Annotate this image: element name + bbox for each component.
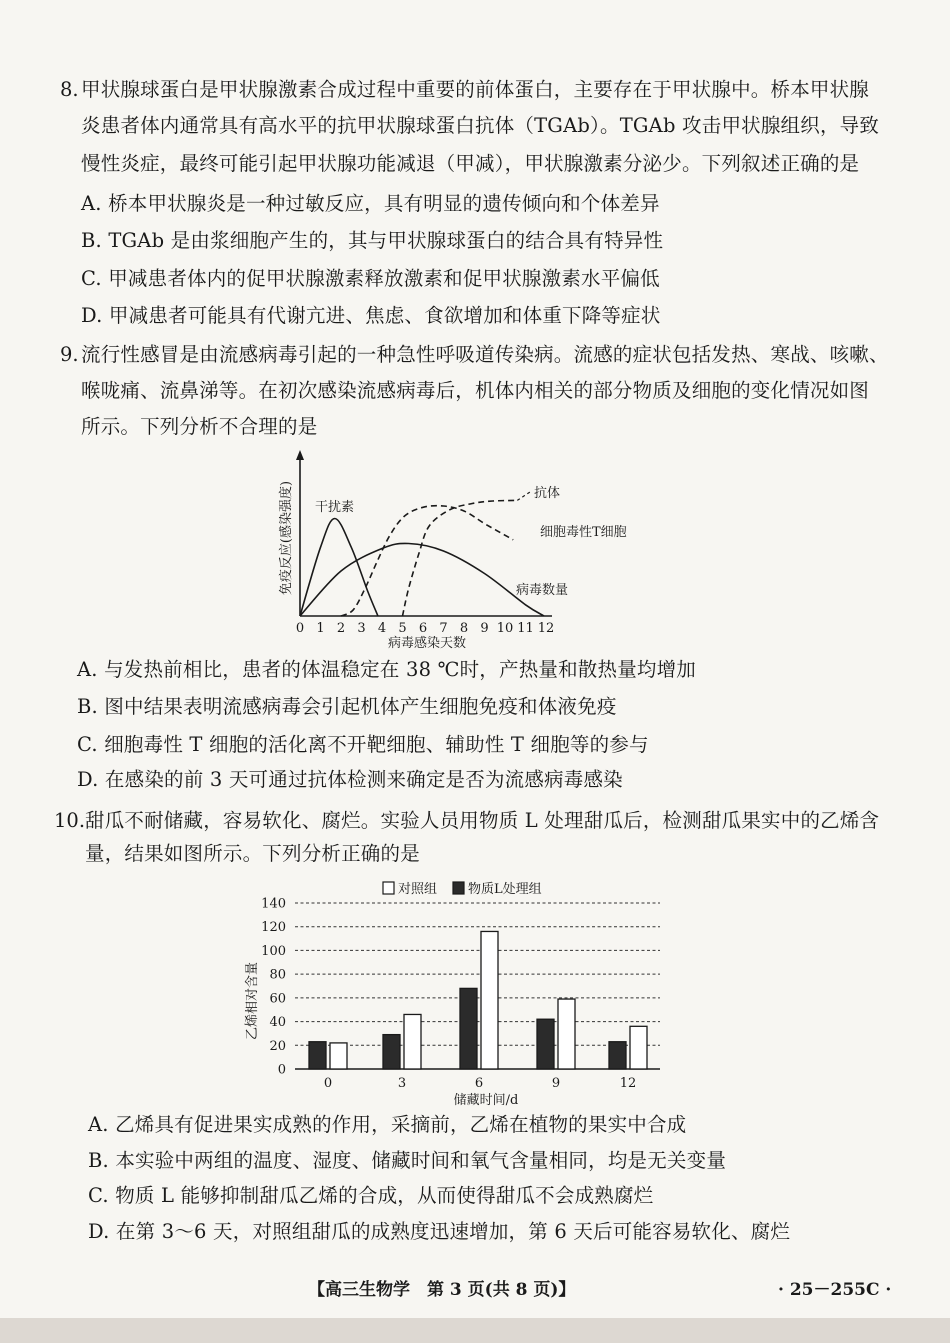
bar-treated [460, 988, 477, 1069]
x-tick-label: 12 [619, 1076, 637, 1091]
y-tick-label: 100 [261, 943, 286, 959]
question-stem-line: 慢性炎症，最终可能引起甲状腺功能减退（甲减），甲状腺激素分泌少。下列叙述正确的是 [81, 152, 860, 175]
bar-treated [609, 1042, 626, 1069]
label-leader [517, 492, 530, 500]
question-stem-line: 炎患者体内通常具有高水平的抗甲状腺球蛋白抗体（TGAb）。TGAb 攻击甲状腺组织，导致 [81, 114, 880, 137]
immune-response-chart [270, 448, 670, 656]
x-tick-label: 12 [537, 621, 555, 636]
option-a: A. 桥本甲状腺炎是一种过敏反应，具有明显的遗传倾向和个体差异 [81, 192, 660, 215]
question-number: 10. [54, 809, 86, 832]
series-label: 病毒数量 [516, 583, 569, 598]
y-tick-label: 120 [261, 920, 286, 936]
y-tick-label: 0 [277, 1062, 286, 1078]
chart-legend [383, 881, 542, 897]
page-code: · 25－255C · [778, 1280, 892, 1300]
bar-control [330, 1043, 347, 1069]
x-axis-label: 病毒感染天数 [387, 636, 467, 651]
option-c: C. 甲减患者体内的促甲状腺激素释放激素和促甲状腺激素水平偏低 [81, 267, 660, 290]
y-tick-label: 140 [261, 896, 286, 912]
legend-swatch-control [383, 882, 394, 894]
question-stem-line: 量，结果如图所示。下列分析正确的是 [85, 842, 420, 865]
question-stem-line: 喉咙痛、流鼻涕等。在初次感染流感病毒后，机体内相关的部分物质及细胞的变化情况如图 [81, 379, 870, 402]
x-tick-label: 1 [316, 621, 325, 636]
x-tick-label: 11 [517, 621, 534, 636]
series-line [300, 543, 544, 616]
series-line [341, 506, 513, 616]
page-footer: 【高三生物学 第 3 页(共 8 页)】 [308, 1280, 576, 1300]
question-number: 9. [60, 343, 79, 366]
bar-treated [537, 1019, 554, 1069]
x-tick-label: 9 [480, 621, 489, 636]
option-a: A. 与发热前相比，患者的体温稳定在 38 ℃时，产热量和散热量均增加 [77, 658, 697, 681]
option-d: D. 在感染的前 3 天可通过抗体检测来确定是否为流感病毒感染 [77, 768, 623, 791]
option-d: D. 甲减患者可能具有代谢亢进、焦虑、食欲增加和体重下降等症状 [81, 304, 661, 327]
option-b: B. 本实验中两组的温度、湿度、储藏时间和氧气含量相同，均是无关变量 [88, 1149, 727, 1172]
question-stem-line: 流行性感冒是由流感病毒引起的一种急性呼吸道传染病。流感的症状包括发热、寒战、咳嗽、 [81, 343, 889, 366]
question-number: 8. [60, 78, 79, 101]
x-tick-label: 2 [336, 621, 346, 636]
x-tick-label: 0 [323, 1076, 333, 1091]
series-label: 细胞毒性T细胞 [540, 525, 627, 540]
series-label: 抗体 [534, 486, 561, 501]
option-a: A. 乙烯具有促进果实成熟的作用，采摘前，乙烯在植物的果实中合成 [88, 1113, 687, 1136]
legend-swatch-treated [453, 882, 464, 894]
scan-edge [0, 1318, 950, 1343]
bar-treated [309, 1042, 326, 1069]
option-d: D. 在第 3～6 天，对照组甜瓜的成熟度迅速增加，第 6 天后可能容易软化、腐烂 [88, 1220, 791, 1243]
x-tick-label: 3 [397, 1076, 407, 1091]
bar-control [630, 1026, 647, 1069]
x-tick-label: 3 [357, 621, 366, 636]
x-tick-label: 10 [496, 621, 514, 636]
x-tick-label: 5 [398, 621, 407, 636]
x-tick-label: 9 [551, 1076, 561, 1091]
question-stem-line: 甜瓜不耐储藏，容易软化、腐烂。实验人员用物质 L 处理甜瓜后，检测甜瓜果实中的乙烯含 [85, 809, 880, 832]
chart-axes [296, 450, 552, 616]
series-label: 干扰素 [315, 500, 355, 515]
bar-control [558, 999, 575, 1069]
x-axis-label: 储藏时间/d [453, 1093, 519, 1106]
ethylene-bar-chart [240, 876, 680, 1106]
y-axis-label: 免疫反应(感染强度) [279, 480, 294, 596]
option-b: B. 图中结果表明流感病毒会引起机体产生细胞免疫和体液免疫 [77, 695, 617, 718]
x-tick-label: 0 [295, 621, 305, 636]
bar-control [481, 931, 498, 1069]
x-tick-label: 8 [459, 621, 469, 636]
x-tick-label: 6 [474, 1076, 484, 1091]
question-stem-line: 所示。下列分析不合理的是 [81, 415, 318, 438]
y-axis-label: 乙烯相对含量 [245, 961, 260, 1041]
question-stem-line: 甲状腺球蛋白是甲状腺激素合成过程中重要的前体蛋白，主要存在于甲状腺中。桥本甲状腺 [81, 78, 870, 101]
bar-treated [383, 1035, 400, 1069]
x-tick-label: 6 [418, 621, 428, 636]
option-c: C. 细胞毒性 T 细胞的活化离不开靶细胞、辅助性 T 细胞等的参与 [77, 733, 649, 756]
x-tick-label: 7 [439, 621, 448, 636]
option-c: C. 物质 L 能够抑制甜瓜乙烯的合成，从而使得甜瓜不会成熟腐烂 [88, 1184, 654, 1207]
y-tick-label: 60 [269, 991, 286, 1007]
option-b: B. TGAb 是由浆细胞产生的，其与甲状腺球蛋白的结合具有特异性 [81, 229, 664, 252]
y-tick-label: 40 [269, 1015, 286, 1031]
legend-label-control: 对照组 [398, 882, 438, 897]
bar-control [404, 1014, 421, 1069]
y-tick-label: 20 [269, 1038, 286, 1054]
y-tick-label: 80 [269, 967, 286, 983]
x-tick-label: 4 [377, 621, 387, 636]
legend-label-treated: 物质L处理组 [468, 882, 542, 897]
